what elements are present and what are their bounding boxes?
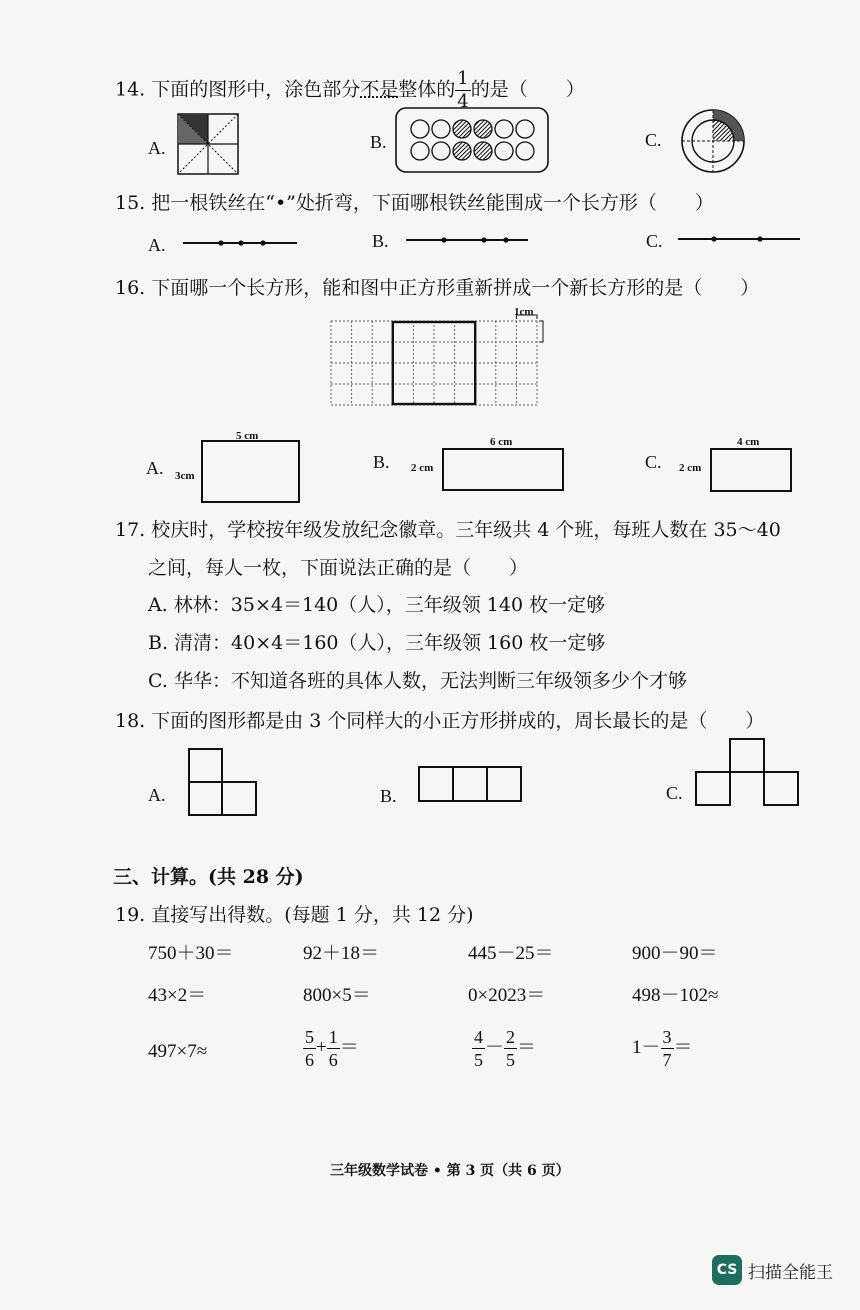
calc-10: $\frac{5}{6}$ + $\frac{1}{6}$ ＝ (305, 1027, 359, 1070)
q14-emphasis: 不是 (360, 78, 399, 101)
scanner-watermark (712, 1255, 833, 1285)
q14-fraction: $\frac{1}{4}$ (457, 68, 469, 112)
calc-12: 1－ $\frac{3}{7}$ ＝ (632, 1027, 693, 1070)
q18-figure-c (695, 738, 803, 806)
q18-figure-b (418, 766, 524, 802)
cs-logo-icon: CS (712, 1255, 742, 1285)
q18-figure-a (188, 748, 260, 816)
q14-option-a-label: A. (148, 138, 166, 158)
q16-b-width: 6 cm (490, 436, 513, 448)
q16-grid-figure (331, 321, 541, 407)
q16-option-a-label: A. (146, 458, 164, 478)
q16-c-height: 2 cm (679, 462, 702, 474)
q16-option-c-label: C. (645, 452, 662, 472)
q15-option-a-label: A. (148, 235, 166, 255)
q16-a-width: 5 cm (236, 430, 259, 442)
q17-line1: 17. 校庆时，学校按年级发放纪念徽章。三年级共 4 个班，每班人数在 35～40 (115, 519, 781, 541)
q15-option-b-label: B. (372, 231, 389, 251)
q19-text: 19. 直接写出得数。(每题 1 分，共 12 分) (115, 904, 474, 926)
q18-option-b-label: B. (380, 786, 397, 806)
q14-figure-b (395, 107, 549, 173)
q17-option-b: B. 清清：40×4＝160（人），三年级领 160 枚一定够 (148, 632, 606, 654)
calc-7: 0×2023＝ (468, 985, 546, 1006)
q16-option-b-label: B. (373, 452, 390, 472)
calc-5: 43×2＝ (148, 985, 207, 1006)
q17-option-c: C. 华华：不知道各班的具体人数，无法判断三年级领多少个才够 (148, 670, 687, 692)
calc-2: 92＋18＝ (303, 943, 380, 964)
q15-wire-a (183, 238, 299, 248)
section3-title: 三、计算。(共 28 分) (113, 866, 304, 888)
calc-9: 497×7≈ (148, 1041, 208, 1062)
q14-figure-c (680, 108, 746, 174)
q17-option-a: A. 林林：35×4＝140（人），三年级领 140 枚一定够 (148, 594, 606, 616)
q16-grid-unit-label: 1cm (514, 306, 534, 318)
calc-6: 800×5＝ (303, 985, 371, 1006)
scanner-brand-text: 扫描全能王 (748, 1262, 833, 1283)
q15-wire-c (678, 234, 802, 244)
q17-line2: 之间，每人一枚，下面说法正确的是（ ） (148, 557, 529, 579)
q16-c-width: 4 cm (737, 436, 760, 448)
q16-text: 16. 下面哪一个长方形，能和图中正方形重新拼成一个新长方形的是（ ） (115, 277, 760, 299)
calc-4: 900－90＝ (632, 943, 718, 964)
calc-3: 445－25＝ (468, 943, 554, 964)
q14-text: 14. 下面的图形中，涂色部分不是整体的 $\frac{1}{4}$ 的是（ ） (115, 68, 585, 112)
q14-figure-a (178, 114, 238, 174)
q15-option-c-label: C. (646, 231, 663, 251)
q18-option-c-label: C. (666, 783, 683, 803)
calc-1: 750＋30＝ (148, 943, 234, 964)
q14-option-c-label: C. (645, 130, 662, 150)
q16-rect-b (442, 448, 564, 491)
q16-a-height: 3cm (175, 470, 195, 482)
page-footer: 三年级数学试卷 • 第 3 页（共 6 页） (330, 1163, 570, 1179)
q16-rect-c (710, 448, 792, 492)
q14-option-b-label: B. (370, 132, 387, 152)
q16-b-height: 2 cm (411, 462, 434, 474)
q16-rect-a (201, 440, 300, 503)
q15-wire-b (406, 235, 530, 245)
calc-11: $\frac{4}{5}$ － $\frac{2}{5}$ ＝ (474, 1027, 537, 1070)
q18-text: 18. 下面的图形都是由 3 个同样大的小正方形拼成的，周长最长的是（ ） (115, 710, 765, 732)
q15-text: 15. 把一根铁丝在“•”处折弯，下面哪根铁丝能围成一个长方形（ ） (115, 192, 714, 214)
calc-8: 498－102≈ (632, 985, 719, 1006)
q18-option-a-label: A. (148, 785, 166, 805)
